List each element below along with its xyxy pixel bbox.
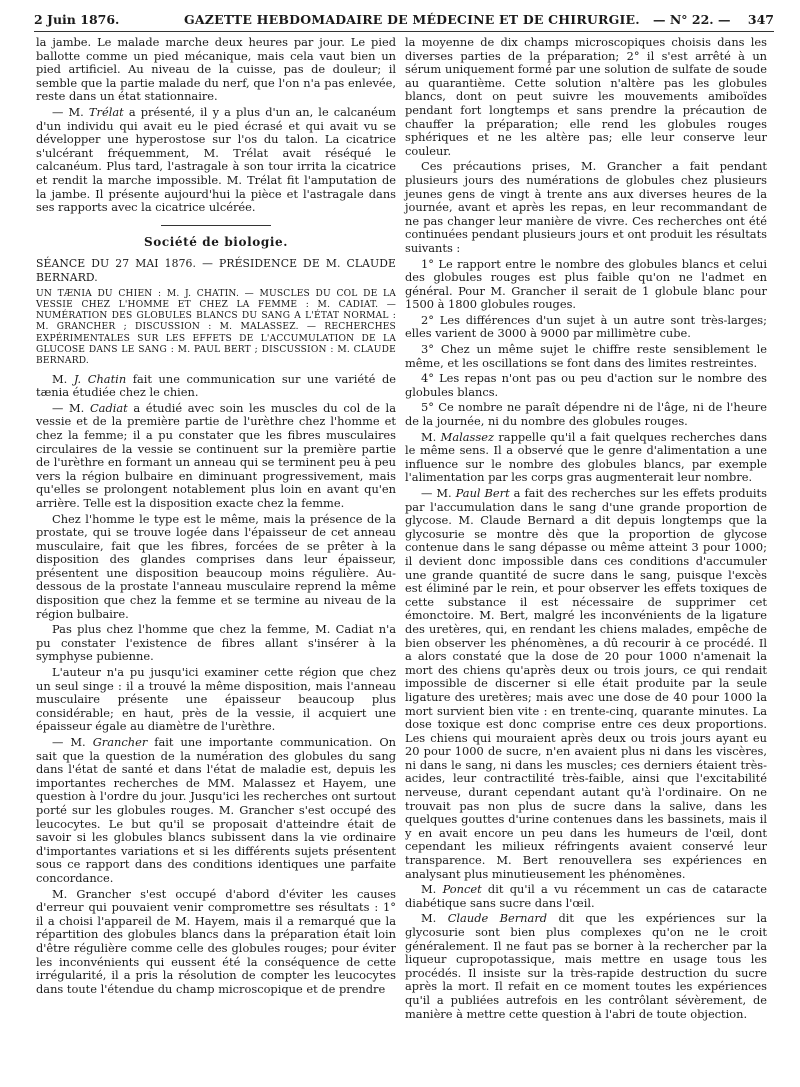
session-summary: UN TÆNIA DU CHIEN : M. J. CHATIN. — MUSCLES DU COL DE LA VESSIE CHEZ L'HOMME ET CHEZ LA FEMME : M. CADIAT. — NUMÉRATION DES GLOBULES BLANCS DU SANG A L'ÉTAT NORMAL : M. GRANCHER ; DISCUSSION : M. MALASSEZ. — RECHERCHES EXPÉRIMENTALES SUR LES EFFETS DE L'ACCUMULATION DE LA GLUCOSE DANS LE SANG : M. PAUL BERT ; DISCUSSION : M. CLAUDE BERNARD. [36,288,396,367]
paragraph: M. Grancher s'est occupé d'abord d'éviter les causes d'erreur qui pouvaient venir compromettre ses résultats : 1° il a choisi l'appareil de M. Hayem, mais il a remarqué que la répartition des globules blancs dans la préparation était loin d'être régulière comme celle des globules rouges; pour éviter les inconvénients qui eussent été la conséquence de cette irrégularité, il a pris la résolution de compter les leucocytes dans toute l'étendue du champ microscopique et de prendre [36,886,396,996]
section-divider [161,225,271,226]
header-journal-title: GAZETTE HEBDOMADAIRE DE MÉDECINE ET DE CHIRURGIE. [184,12,640,27]
result-item: 5° Ce nombre ne paraît dépendre ni de l'âge, ni de l'heure de la journée, ni du nombre des globules rouges. [405,400,767,429]
result-item: 2° Les différences d'un sujet à un autre sont très-larges; elles varient de 3000 à 9000 par millimètre cube. [405,312,767,341]
paragraph: Pas plus chez l'homme que chez la femme, M. Cadiat n'a pu constater l'existence de fibres allant s'insérer à la symphyse pubienne. [36,622,396,664]
paragraph: M. Poncet dit qu'il a vu récemment un cas de cataracte diabétique sans sucre dans l'œil. [405,882,767,910]
paragraph: M. J. Chatin fait une communication sur une variété de tænia étudiée chez le chien. [36,371,397,400]
paragraph: L'auteur n'a pu jusqu'ici examiner cette région que chez un seul singe : il a trouvé la même disposition, mais l'anneau musculaire présente une épaisseur beaucoup plus considérable; en haut, près de la vessie, il acquiert une épaisseur égale au diamètre de l'urèthre. [36,665,396,734]
section-title: Société de biologie. [143,234,288,249]
paragraph: M. Malassez rappelle qu'il a fait quelques recherches dans le même sens. Il a observé que le genre d'alimentation a une influence sur le nombre des globules blancs, par exemple l'alimentation par les corps gras augmenterait leur nombre. [405,429,768,485]
right-column [405,36,767,1023]
speaker-name: Cadiat [89,400,128,415]
speaker-name: Poncet [442,882,482,897]
speaker-name: Trélat [88,104,124,119]
session-line: SÉANCE DU 27 MAI 1876. — PRÉSIDENCE DE M. CLAUDE BERNARD. [36,257,396,284]
paragraph: — M. Grancher fait une importante communication. On sait que la question de la numération des globules du sang dans l'état de santé et dans l'état de maladie est, depuis les importantes recherches de MM. Malassez et Hayem, une question à l'ordre du jour. Jusqu'ici les recherches ont surtout porté sur les globules rouges. M. Grancher s'est occupé des leucocytes. Le but qu'il se proposait d'atteindre était de savoir si les globules blancs subissent dans la vie ordinaire d'importantes variations et si les différents sujets présentent sous ce rapport dans des conditions identiques une parfaite concordance. [36,735,397,885]
speaker-name: Paul Bert [455,486,510,500]
header-issue: — N° 22. — [653,12,731,27]
paragraph: M. Claude Bernard dit que les expériences sur la glycosurie sont bien plus complexes qu'on ne le croit généralement. Il ne faut pas se borner à la rechercher par la liqueur cupropotassique, mais mettre en usage tous les procédés. Il insiste sur la très-rapide destruction du sucre après la mort. Il refait en ce moment toutes les expériences qu'il a publiées autrefois en les contrôlant sévèrement, de manière à mettre cette question à l'abri de toute objection. [405,911,768,1021]
paragraph: — M. Trélat a présenté, il y a plus d'un an, le calcanéum d'un individu qui avait eu le pied écrasé et qui avait vu se développer une hyperostose sur l'os du talon. La cicatrice s'ulcérant fréquemment, M. Trélat avait réséqué le calcanéum. Plus tard, l'astragale à son tour irrita la cicatrice et rendit la marche impossible. M. Trélat fit l'amputation de la jambe. Il présente aujourd'hui la pièce et l'astragale dans ses rapports avec la cicatrice ulcérée. [36,104,397,215]
header-issue-page [653,12,774,27]
paragraph: — M. Paul Bert a fait des recherches sur les effets produits par l'accumulation dans le sang d'une grande proportion de glycose. M. Claude Bernard a dit depuis longtemps que la glycosurie se montre dès que la proportion de glycose contenue dans le sang dépasse ou même atteint 3 pour 1000; il devient donc impossible dans ces conditions d'accumuler une grande quantité de sucre dans le sang, puisque l'excès est éliminé par le rein, et pour observer les effets toxiques de cette substance il est nécessaire de supprimer cet émonctoire. M. Bert, malgré les inconvénients de la ligature des uretères, qui, en rendant les chiens malades, empêche de bien observer les phénomènes, a dû recourir à ce procédé. Il a alors constaté que la dose de 20 pour 1000 n'amenait la mort des chiens qu'après deux ou trois jours, ce qui rendait impossible de discerner si elle était produite par la seule ligature des uretères; mais avec une dose de 40 pour 1000 la mort survient bien vite : en trente-cinq, quarante minutes. La dose toxique est donc comprise entre ces deux proportions. Les chiens qui mouraient après deux ou trois jours ayant eu 20 pour 1000 de sucre, n'en avaient plus ni dans les viscères, ni dans le sang, ni dans les muscles; ces derniers étaient très-acides, leur contractilité très-faible, ainsi que l'excitabilité nerveuse, durant cependant autant qu'à l'ordinaire. On ne trouvait pas non plus de sucre dans la salive, dans les quelques gouttes d'urine contenues dans les bassinets, mais il y en avait encore un peu dans les humeurs de l'œil, dont cependant les milieux réfringents avaient conservé leur transparence. M. Bert renouvellera ses expériences en analysant plus minutieusement les phénomènes. [405,486,767,881]
speaker-name: Grancher [92,735,148,750]
paragraph: Chez l'homme le type est le même, mais la présence de la prostate, qui se trouve logée dans l'épaisseur de cet anneau musculaire, fait que les fibres, forcées de se prêter à la disposition des glandes comprises dans leur épaisseur, présentent une disposition beaucoup moins régulière. Au-dessous de la prostate l'anneau musculaire reprend la même disposition que chez la femme et se termine au niveau de la région bulbaire. [36,511,396,621]
speaker-name: J. Chatin [73,371,127,386]
paragraph: la jambe. Le malade marche deux heures par jour. Le pied ballotte comme un pied mécanique, mais cela vaut bien un pied artificiel. Au niveau de la cuisse, pas de douleur; il semble que la partie malade du nerf, que l'on n'a pas enlevée, reste dans un état stationnaire. [36,35,396,104]
header-rule [34,31,774,32]
paragraph: la moyenne de dix champs microscopiques choisis dans les diverses parties de la préparation; 2° il s'est arrêté à un sérum uniquement formé par une solution de sulfate de soude au quarantième. Cette solution n'altère pas les globules blancs, dont on peut suivre les mouvements amiboïdes pendant fort longtemps et sans prendre la précaution de chauffer la préparation; elle rend les globules rouges sphériques et ne les altère pas; elle leur conserve leur couleur. [405,35,767,158]
paragraph: — M. Cadiat a étudié avec soin les muscles du col de la vessie et de la première partie de l'urèthre chez l'homme et chez la femme; il a pu constater que les fibres musculaires circulaires de la vessie se continuent sur la première partie de l'urèthre en formant un anneau qui se terminent peu à peu vers la région bulbaire en diminuant progressivement, mais qu'elles se prolongent notablement plus loin en avant qu'en arrière. Telle est la disposition exacte chez la femme. [36,400,396,510]
left-column [36,36,396,998]
paragraph: Ces précautions prises, M. Grancher a fait pendant plusieurs jours des numérations de globules chez plusieurs jeunes gens de vingt à trente ans aux diverses heures de la journée, avant et après les repas, en leur recommandant de ne pas changer leur manière de vivre. Ces recherches ont été continuées pendant plusieurs jours et ont produit les résultats suivants : [405,159,767,255]
speaker-name: Claude Bernard [447,911,548,926]
speaker-name: Malassez [440,429,494,444]
page-header [34,4,774,32]
result-item: 1° Le rapport entre le nombre des globules blancs et celui des globules rouges est plus faible qu'on ne l'admet en général. Pour M. Grancher il serait de 1 globule blanc pour 1500 à 1800 globules rouges. [405,256,767,312]
header-date: 2 Juin 1876. [34,12,120,27]
header-page-number: 347 [747,12,774,27]
result-item: 4° Les repas n'ont pas ou peu d'action sur le nombre des globules blancs. [405,371,767,399]
result-item: 3° Chez un même sujet le chiffre reste sensiblement le même, et les oscillations se font dans des limites restreintes. [405,342,767,370]
